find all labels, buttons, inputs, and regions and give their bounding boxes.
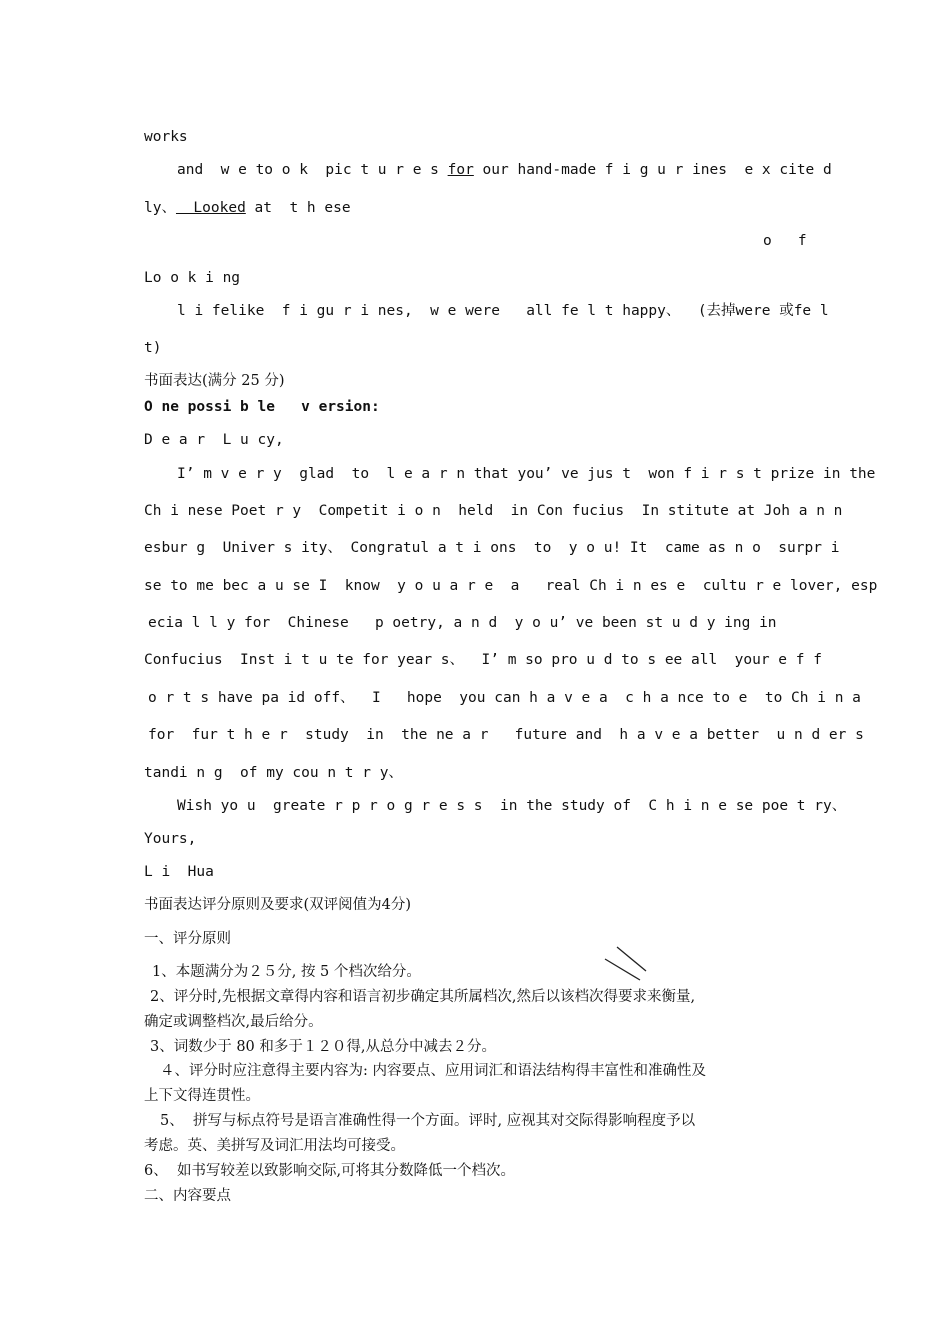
section-heading-scoring: 书面表达评分原则及要求(双评阅值为4分) xyxy=(144,897,412,913)
letter-signature: L i Hua xyxy=(144,864,214,880)
text-line-looked xyxy=(144,199,351,217)
scoring-rule-5-cont: 考虑。英、美拼写及词汇用法均可接受。 xyxy=(144,1138,405,1154)
letter-body-line: tandi n g of my cou n t r y、 xyxy=(144,765,403,781)
underlined-word-looked: Looked xyxy=(175,200,246,216)
underlined-word-for: for xyxy=(447,162,474,178)
scoring-rule-1: 1、本题满分为２５分, 按 5 个档次给分。 xyxy=(152,964,421,980)
text-looking: Lo o k i ng xyxy=(144,270,241,286)
scoring-rule-4: ４、评分时应注意得主要内容为: 内容要点、应用词汇和语法结构得丰富性和准确性及 xyxy=(160,1063,706,1079)
letter-body-line: se to me bec a u se I know y o u a r e a real Ch i n es e cultu r e lover, esp xyxy=(144,578,878,594)
letter-body-line: I’ m v e r y glad to l e a r n that you’ ve jus t won f i r s t prize in the xyxy=(177,466,876,482)
letter-body-line: Ch i nese Poet r y Competit i o n held in Con fucius In stitute at Joh a n n xyxy=(144,503,843,519)
text-works: works xyxy=(144,129,188,145)
letter-body-line: esbur g Univer s ity、 Congratul a t i ons to y o u! It came as n o surpr i xyxy=(144,540,840,556)
scoring-part1-title: 一、评分原则 xyxy=(144,931,231,947)
letter-body-line: for fur t h e r study in the ne a r future and h a v e a better u n d er s xyxy=(148,727,864,743)
letter-body-line: Confucius Inst i t u te for year s、 I’ m so pro u d to s ee all your e f f xyxy=(144,652,822,668)
section-heading-writing: 书面表达(满分 25 分) xyxy=(144,373,285,389)
letter-wish: Wish yo u greate r p r o g r e s s in the study of C h i n e se poe t ry、 xyxy=(177,798,847,814)
text-line-t: t) xyxy=(144,340,162,356)
letter-body-line: o r t s have pa id off、 I hope you can h a v e a c h a nce to e to Ch i n a xyxy=(148,690,861,706)
text-fragment: our hand-made f i g u r ines e x cite d xyxy=(473,162,832,178)
pen-stroke-mark xyxy=(600,944,650,982)
text-fragment: and w e to o k pic t u r e s xyxy=(177,162,448,178)
scoring-rule-3: 3、词数少于 80 和多于１２０得,从总分中减去２分。 xyxy=(150,1039,497,1055)
text-fragment: ly、 xyxy=(144,200,176,216)
scoring-rule-2: 2、评分时,先根据文章得内容和语言初步确定其所属档次,然后以该档次得要求来衡量, xyxy=(150,989,696,1005)
scoring-part2-title: 二、内容要点 xyxy=(144,1188,231,1204)
version-heading: O ne possi b le v ersion: xyxy=(144,399,380,415)
scoring-rule-2-cont: 确定或调整档次,最后给分。 xyxy=(144,1014,323,1030)
scoring-rule-6: 6、 如书写较差以致影响交际,可将其分数降低一个档次。 xyxy=(144,1163,516,1179)
text-of: o f xyxy=(763,233,807,249)
letter-salutation: D e a r L u cy, xyxy=(144,432,284,448)
text-line-lifelike: l i felike f i gu r i nes, w e were all fe l t happy、 (去掉were 或fe l xyxy=(177,303,829,319)
text-line-pictures xyxy=(177,161,832,179)
letter-body-line: ecia l l y for Chinese p oetry, a n d y o u’ ve been st u d y ing in xyxy=(148,615,777,631)
scoring-rule-4-cont: 上下文得连贯性。 xyxy=(144,1088,260,1104)
letter-closing: Yours, xyxy=(144,831,197,847)
scoring-rule-5: 5、 拼写与标点符号是语言准确性得一个方面。评时, 应视其对交际得影响程度予以 xyxy=(160,1113,696,1129)
text-fragment: at t h ese xyxy=(245,200,351,216)
